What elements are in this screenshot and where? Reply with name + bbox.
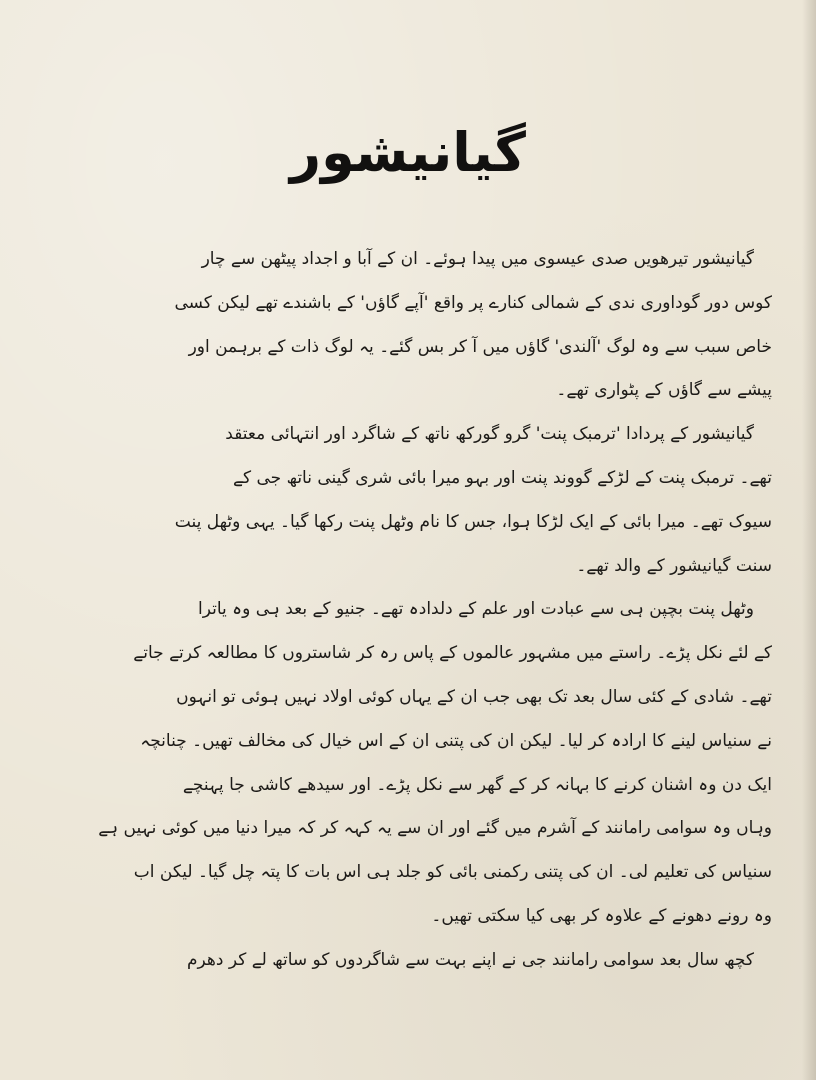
text-line: وہاں وہ سوامی رامانند کے آشرم میں گئے اور ان سے یہ کہہ کر کہ میرا دنیا میں کوئی نہیں ہے [98,818,772,839]
text-line: وٹھل پنت بچپن ہی سے عبادت اور علم کے دلدادہ تھے۔ جنیو کے بعد ہی وہ یاترا [197,599,754,620]
text-line: سنیاس کی تعلیم لی۔ ان کی پتنی رکمنی بائی کو جلد ہی اس بات کا پتہ چل گیا۔ لیکن اب [133,862,772,883]
text-line: سنت گیانیشور کے والد تھے۔ [576,555,772,576]
text-line: کے لئے نکل پڑے۔ راستے میں مشہور عالموں کے پاس رہ کر شاستروں کا مطالعہ کرتے جاتے [133,643,772,664]
page-title: گیانیشور [290,121,526,184]
text-line: تھے۔ شادی کے کئی سال بعد تک بھی جب ان کے یہاں کوئی اولاد نہیں ہوئی تو انہوں [176,686,772,707]
text-line: پیشے سے گاؤں کے پٹواری تھے۔ [556,380,772,401]
text-line: کچھ سال بعد سوامی رامانند جی نے اپنے بہت سے شاگردوں کو ساتھ لے کر دھرم [186,949,754,970]
text-line: خاص سبب سے وہ لوگ 'آلندی' گاؤں میں آ کر بس گئے۔ یہ لوگ ذات کے برہمن اور [188,336,772,357]
text-line: تھے۔ ترمبک پنت کے لڑکے گووند پنت اور بہو میرا بائی شری گینی ناتھ جی کے [233,467,772,488]
text-line: گیانیشور کے پردادا 'ترمبک پنت' گرو گورکھ ناتھ کے شاگرد اور انتہائی معتقد [225,424,754,445]
body-text [48,238,772,983]
text-line: سیوک تھے۔ میرا بائی کے ایک لڑکا ہوا، جس کا نام وٹھل پنت رکھا گیا۔ یہی وٹھل پنت [174,511,772,532]
text-line: کوس دور گوداوری ندی کے شمالی کنارے پر واقع 'آپے گاؤں' کے باشندے تھے لیکن کسی [174,292,772,313]
text-line: ایک دن وہ اشنان کرنے کا بہانہ کر کے گھر سے نکل پڑے۔ اور سیدھے کاشی جا پہنچے [182,774,772,795]
text-line: گیانیشور تیرھویں صدی عیسوی میں پیدا ہوئے۔ ان کے آبا و اجداد پیٹھن سے چار [201,249,754,269]
text-line: وہ رونے دھونے کے علاوہ کر بھی کیا سکتی تھیں۔ [431,905,772,926]
text-line: نے سنیاس لینے کا ارادہ کر لیا۔ لیکن ان کی پتنی ان کے اس خیال کی مخالف تھیں۔ چنانچہ [140,730,772,751]
